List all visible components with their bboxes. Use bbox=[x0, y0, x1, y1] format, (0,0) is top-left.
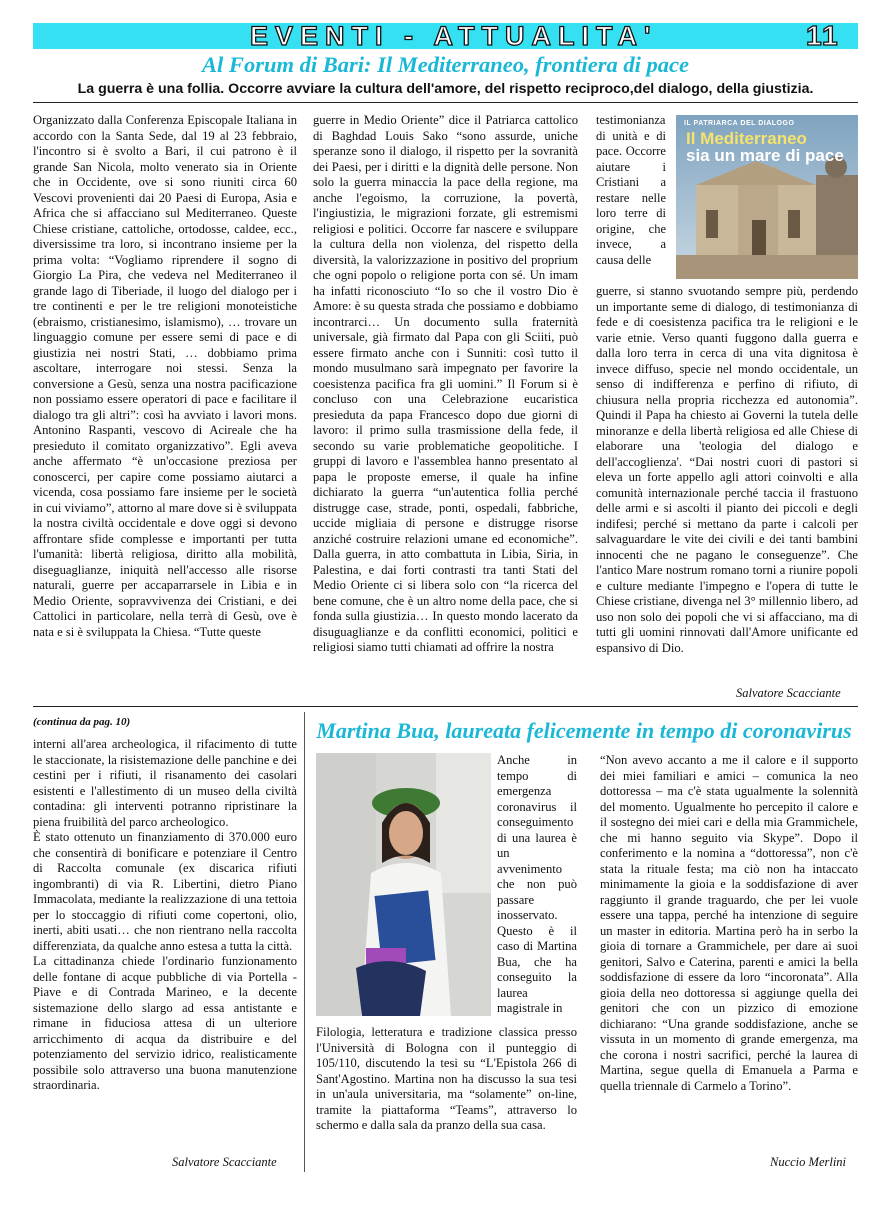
article1-column-1 bbox=[33, 113, 297, 640]
article1-column-3-wide bbox=[596, 284, 858, 656]
article1-col3-narrow-text: testimonianza di unità e di pace. Occorre aiutare i Cristiani a restare nelle loro terre di origine, che invece, a causa delle bbox=[596, 113, 666, 267]
page-number: 11 bbox=[806, 20, 840, 51]
article2-column bbox=[33, 737, 297, 1094]
article2-paragraph: La cittadinanza chiede l'ordinario funzionamento delle fontane di acque pubbliche di via Portella - Piave e di Contrada Marineo, e la decente sistemazione dello slargo ad essa antistante e rimane in fiduciosa attesa di un ulteriore arricchimento di acqua da distribuire e del potenziamento del servizio idrico, realisticamente possibile solo attraverso una buona manutenzione straordinaria. bbox=[33, 954, 297, 1092]
article1-col2-text: guerre in Medio Oriente” dice il Patriarca cattolico di Baghdad Louis Sako “sono assurde, uniche speranze sono il dialogo, il rispetto per la sovranità dei Paesi, per i diritti e la dignità delle persone. Non solo la guerra minaccia la pace della regione, ma anche l'egoismo, la corruzione, la povertà, l'ingiustizia, le migrazioni forzate, gli estremismi religiosi e politici. Occorre far nascere e sviluppare la cultura della non violenza, del rispetto della diversità, la valorizzazione in positivo del proprium che ogni popolo o religione porta con sé. Un imam ha infatti riconosciuto “Io so che il vostro Dio è Amore: è su questa strada che possiamo e dobbiamo incontrarci… Un documento sulla fraternità universale, già firmato dal Papa con gli Sciiti, può essere firmato anche con i Sunniti: così tutto il mondo musulmano sarà impegnato per favorire la coesistenza pacifica fra gli uomini.” Il Forum si è concluso con una Celebrazione eucaristica presieduta da papa Francesco dopo due giorni di lavoro: il primo sulla trasmissione della fede, il secondo su varie problematiche geopolitiche. I gruppi di lavoro e l'assemblea hanno presentato al papa le proposte emerse, il quale ha infine dichiarato la guerra “un'autentica follia perché distrugge case, strade, ponti, ospedali, fabbriche, uccide migliaia di persone e distrugge risorse anziché costruire relazioni umane ed economiche”. Dalla guerra, in atto combattuta in Libia, Siria, in Palestina, e dai forti contrasti tra tanti Stati del Medio Oriente ci si libera solo con “la ricerca del bene comune, che è un altro nome della pace, che si fonda sulla giustizia… In questo mondo lacerato da disuguaglianze e da conflitti economici, politici e religiosi siamo tutti chiamati ad offrire la nostra bbox=[313, 113, 578, 654]
article3-column-2 bbox=[600, 753, 858, 1094]
article3-column-1-narrow bbox=[497, 753, 577, 1017]
cover-title bbox=[686, 130, 856, 164]
divider bbox=[33, 706, 858, 707]
graduate-photo bbox=[316, 753, 491, 1016]
article3-col2-text: “Non avevo accanto a me il calore e il supporto dei miei familiari e amici – comunica la neo dottoressa – ma c'è stata ugualmente la solennità del momento. Ugualmente ho percepito il calore e il sostegno dei miei cari e della mia Grammichele, che mi hanno seguito via Skype”. Dopo il conferimento e la nomina a “dottoressa”, non c'è stata la rituale festa; ma ciò non ha intaccato minimamente la gioia e la soddisfazione di aver raggiunto il grande traguardo, che per lei vuole essere una tappa, perché ha intenzione di seguire un master in editoria. Martina però ha in serbo la gioia di tornare a Grammichele, per dare ai suoi genitori, Salvo e Caterina, parenti e amici la bella soddisfazione di essere da loro “incoronata”. Alla gioia della neo dottoressa si aggiunge quella dei genitori che con un pizzico di emozione dichiarano: “Una grande soddisfazione, anche se vissuta in un momento di grande emergenza, ma che corona i nostri sacrifici, perché la laurea di Martina, segue quella di Emanuela a Parma e quella triennale di Carmelo a Torino”. bbox=[600, 753, 858, 1093]
article3-column-1-wide bbox=[316, 1025, 577, 1134]
divider bbox=[33, 102, 858, 103]
cover-title-line1: Il Mediterraneo bbox=[686, 129, 807, 148]
cover-title-line2: sia un mare di pace bbox=[686, 146, 844, 165]
article1-column-3-narrow bbox=[596, 113, 666, 268]
article2-paragraph: È stato ottenuto un finanziamento di 370.000 euro che consentirà di bonificare e potenziare il Centro di Raccolta comunale (ex discarica rifiuti ingombranti) di via R. Libertini, dietro Piano Immacolata, mediante la realizzazione di una tettoia per lo stoccaggio di rifiuti come copertoni, olio, inerti, abiti usati… che non rientrano nella raccolta differenziata, da qualche anno estesa a tutta la città. bbox=[33, 830, 297, 953]
graduate-illustration bbox=[316, 753, 491, 1016]
continued-note: (continua da pag. 10) bbox=[33, 716, 131, 728]
column-divider bbox=[304, 712, 305, 1172]
article1-col1-text: Organizzato dalla Conferenza Episcopale Italiana in accordo con la Santa Sede, dal 19 al 23 febbraio, l'incontro si è svolto a Bari, il cui patrono è il grande San Nicola, molto venerato sia in Oriente che in Occidente, ove si sono riuniti circa 60 Vescovi provenienti dai 20 Paesi di Europa, Asia e Africa che si affacciano sul Mediterraneo. Queste Chiese cristiane, cattoliche, ortodosse, caldee, ecc., diversissime tra loro, si incontrano insieme per la prima volta: “Vogliamo riprendere il sogno di Giorgio La Pira, che vedeva nel Mediterraneo il grande lago di Tiberiade, il luogo del dialogo per i tre continenti e per le tre religioni monoteistiche (ebraismo, cristianesimo, islamismo), … trovare un linguaggio comune per essere semi di pace e di giustizia nei nostri Stati, … dobbiamo prima ascoltare, interrogare noi stessi. Senza la conversione a Gesù, senza una nostra pacificazione non possiamo essere operatori di pace e facilitare il dialogo tra gli altri”: così ha avviato i lavori mons. Antonino Raspanti, vescovo di Acireale che ha presieduto il comitato organizzativo”. Egli aveva anche affermato “è un'occasione preziosa per conoscerci, per capire come possiamo aiutarci a vicenda, cosa possiamo fare insieme per le società in cui viviamo”, attorno al mare dove si è sviluppata la nostra civiltà occidentale e dove oggi si devono affrontare sfide complesse e importanti per tutta l'umanità: libertà religiosa, diritto alla mobilità, diseguaglianze, iniquità nell'accesso alle risorse naturali, guerre per accaparrarsele in Libia e in Medio Oriente, sopravvivenza dei Cristiani, e dei Cattolici in particolare, nella terrà di Gesù, ove è nata e si è sviluppata la Chiesa. “Tutte queste bbox=[33, 113, 297, 639]
article1-column-2 bbox=[313, 113, 578, 656]
article1-author: Salvatore Scacciante bbox=[736, 686, 841, 700]
section-title: EVENTI - ATTUALITA' bbox=[250, 21, 658, 51]
article1-col3-wide-text: guerre, si stanno svuotando sempre più, perdendo un importante seme di dialogo, di testimonianza di fede e di coesistenza pacifica tra le religioni e le varie etnie. Verso quanti fuggono dalla guerra e dalla loro terra in cerca di una vita dignitosa è invece diffuso, specie nel mondo occidentale, un senso di indifferenza e perfino di rifiuto, di chiusura nella propria ricchezza ed autonomia”. Quindi il Papa ha chiesto ai Governi la tutela delle minoranze e della libertà religiosa ed alle Chiese di elaborare una 'teologia del dialogo e dell'accoglienza'. “Dai nostri cuori di pastori si eleva un forte appello agli attori coinvolti e alla comunità internazionale perché taccia il frastuono delle armi e si ascolti il pianto dei piccoli e degli indifesi; perché si mettano da parte i calcoli per salvaguardare le vite dei civili e dei tanti bambini innocenti che ne pagano le conseguenze”. Che l'antico Mare nostrum romano torni a riunire popoli e culture mediante l'impegno e l'opera di tutte le Chiese cristiane, divenga nel 3° millennio libero, ad uso non solo dei popoli che vi si affacciano, ma di tutti gli uomini rinnovati dall'Amore unificante ed espansivo di Dio. bbox=[596, 284, 858, 655]
article1-subheadline: La guerra è una follia. Occorre avviare la cultura dell'amore, del rispetto reciproco,del dialogo, della giustizia. bbox=[77, 81, 814, 97]
article3-headline: Martina Bua, laureata felicemente in tempo di coronavirus bbox=[316, 718, 852, 743]
book-cover-image bbox=[676, 115, 858, 279]
cover-kicker: IL PATRIARCA DEL DIALOGO bbox=[684, 120, 795, 127]
article3-narrow-text: Anche in tempo di emergenza coronavirus il conseguimento di una laurea è un avvenimento che non può passare inosservato. Questo è il caso di Martina Bua, che ha conseguito la laurea magistrale in bbox=[497, 753, 577, 1015]
article2-author: Salvatore Scacciante bbox=[172, 1155, 277, 1169]
article3-wide-text: Filologia, letteratura e tradizione classica presso l'Università di Bologna con il punteggio di 105/110, discutendo la tesi su “L'Epistola 266 di Sant'Agostino. Martina non ha discusso la sua tesi in un'aula universitaria, ma “solamente” on-line, tramite la piattaforma “Teams”, attraverso lo schermo e dalla sala da pranzo della sua casa. bbox=[316, 1025, 577, 1132]
article2-paragraph: interni all'area archeologica, il rifacimento di tutte le staccionate, la risistemazione delle panchine e dei cestini per i rifiuti, il risanamento dei casolari esistenti e l'allestimento di un museo della civiltà contadina: gli interventi potranno ripristinare la piena fruibilità del parco archeologico. bbox=[33, 737, 297, 829]
article1-headline: Al Forum di Bari: Il Mediterraneo, frontiera di pace bbox=[202, 52, 689, 77]
article3-author: Nuccio Merlini bbox=[770, 1155, 847, 1169]
